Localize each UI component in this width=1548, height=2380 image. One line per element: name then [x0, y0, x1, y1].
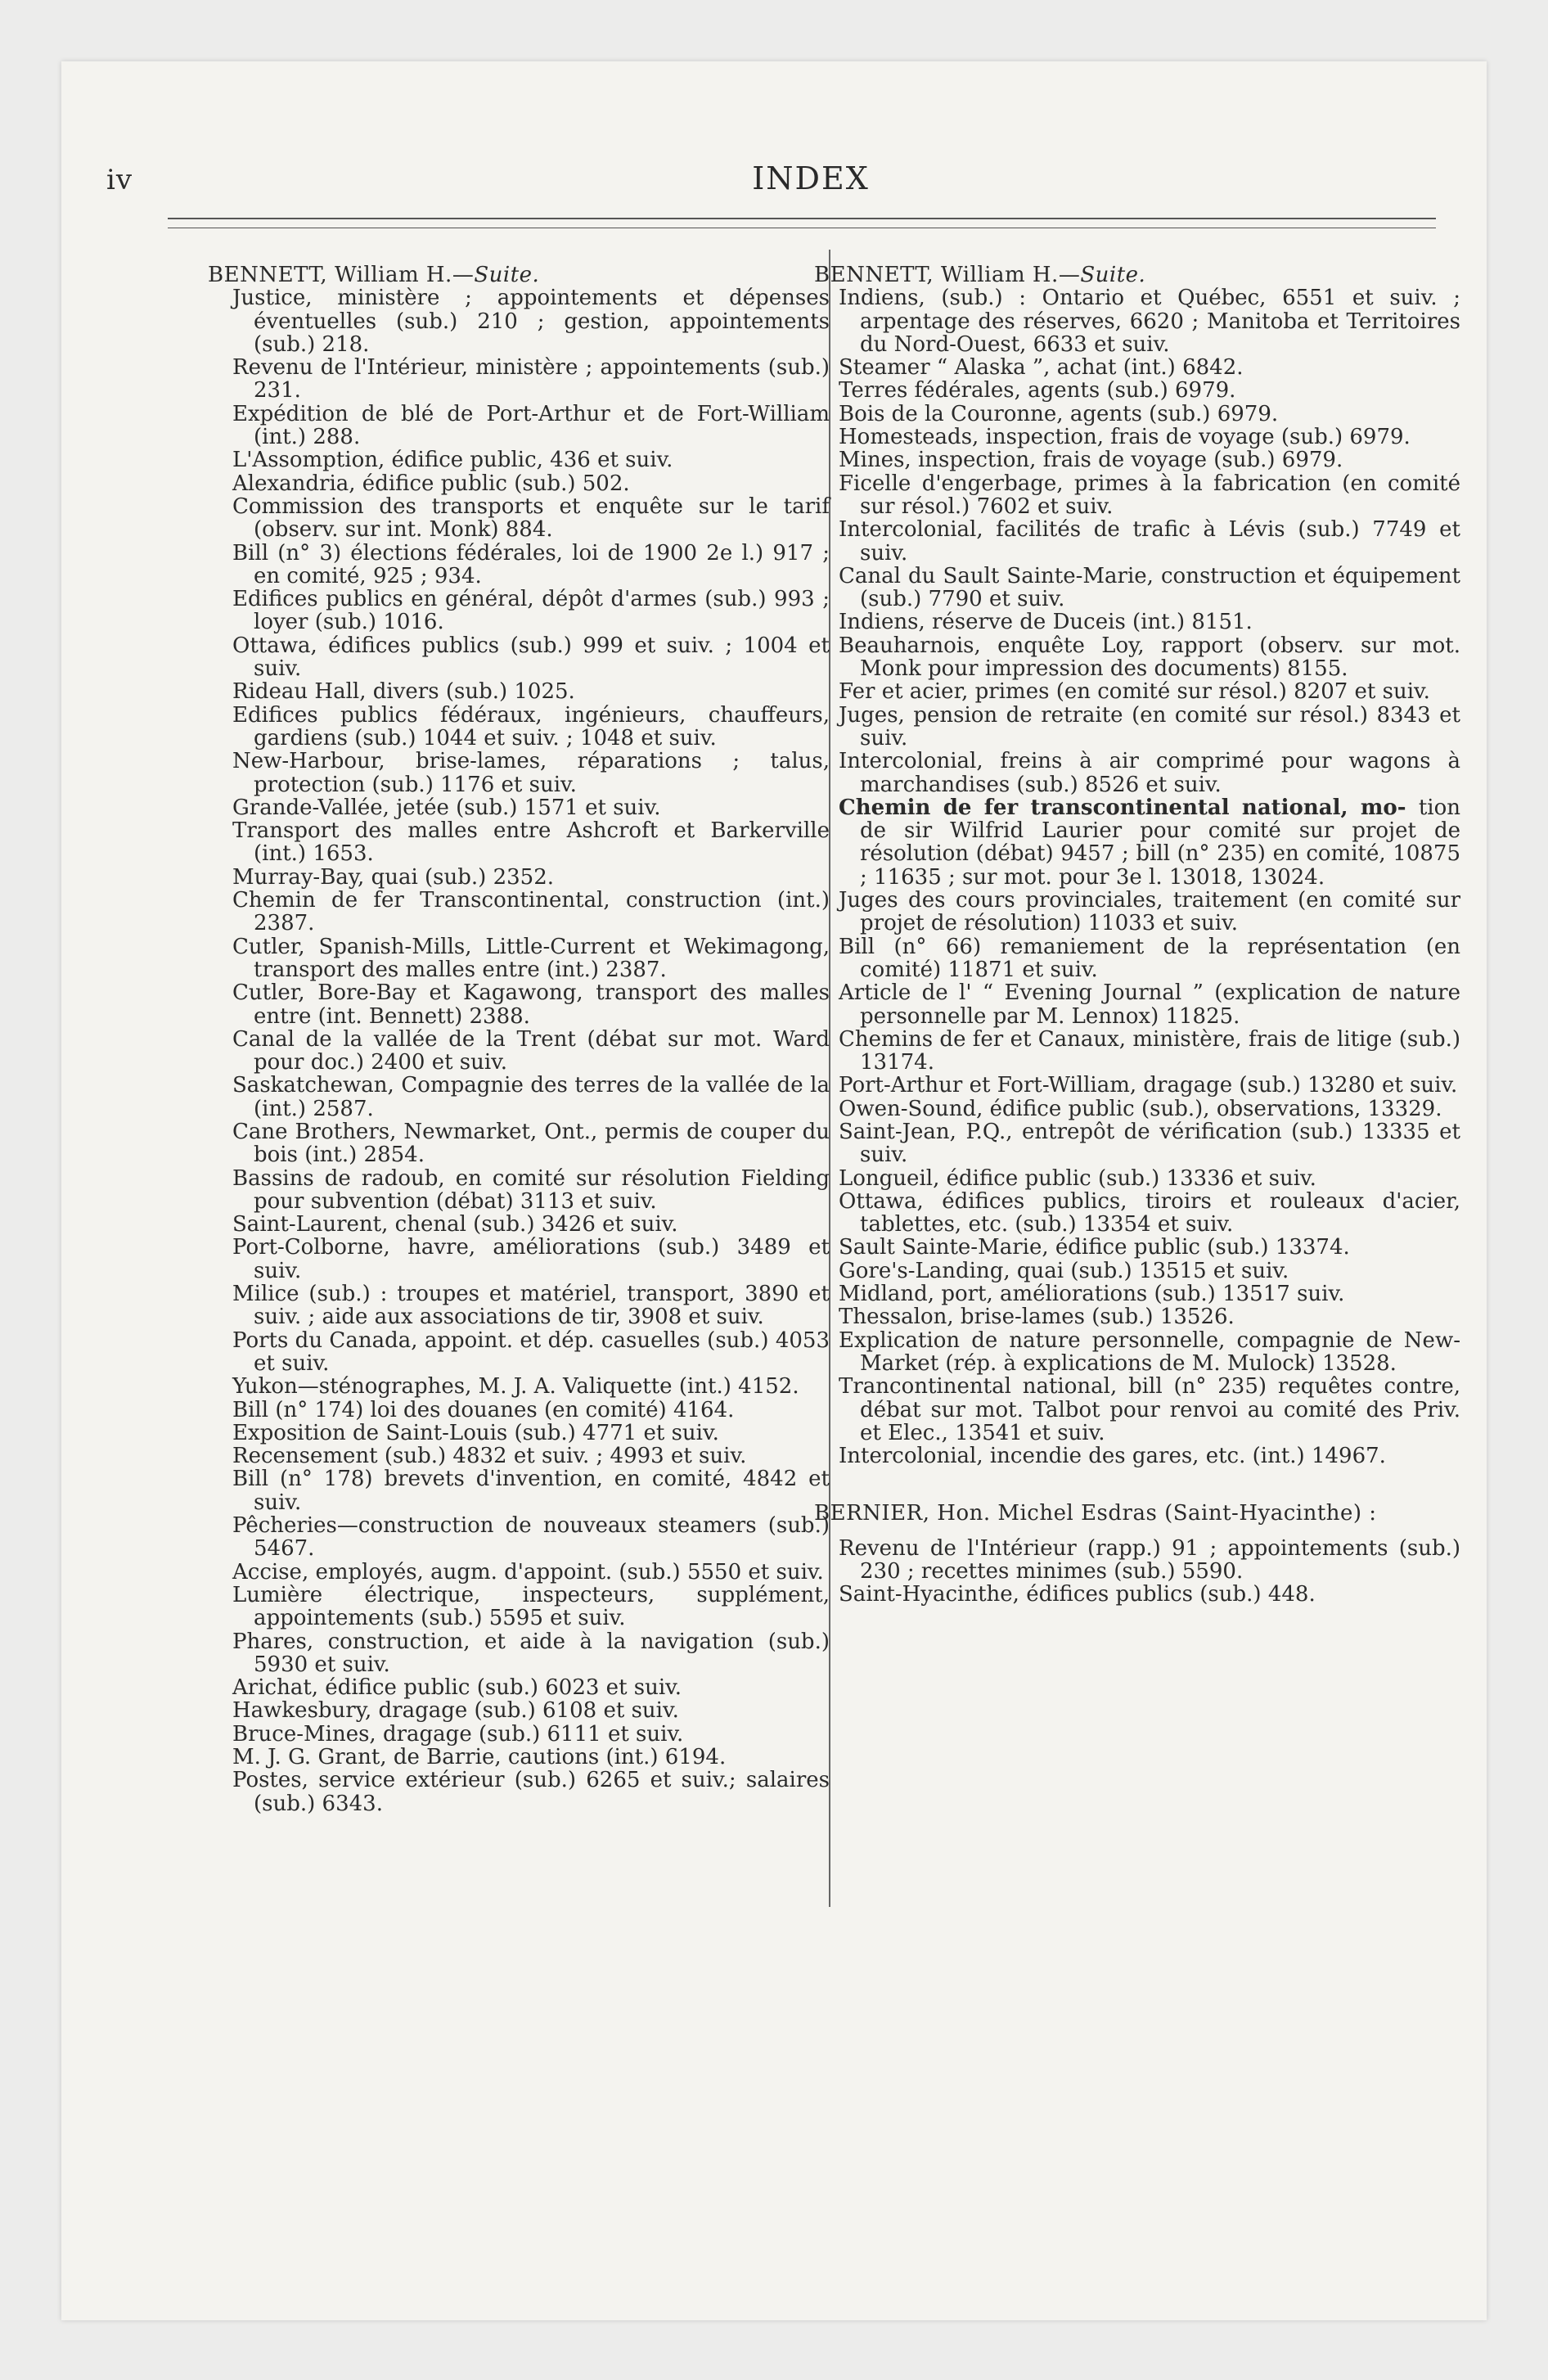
index-entry: Canal du Sault Sainte-Marie, construction et équipement (sub.) 7790 et suiv.: [839, 563, 1460, 612]
index-entry: Saskatchewan, Compagnie des terres de la vallée de la (int.) 2587.: [232, 1073, 830, 1121]
index-entry: Homesteads, inspection, frais de voyage (sub.) 6979.: [839, 425, 1411, 450]
index-entry: Midland, port, améliorations (sub.) 13517 suiv.: [839, 1282, 1345, 1307]
page-title: INDEX: [752, 160, 870, 196]
index-entry: Milice (sub.) : troupes et matériel, transport, 3890 et suiv. ; aide aux associations de tir, 3908 et suiv.: [232, 1282, 830, 1330]
index-entry: Chemin de fer Transcontinental, construction (int.) 2387.: [232, 888, 830, 936]
entry-heading: BENNETT, William H.—Suite.: [814, 263, 1146, 287]
index-entry: Bassins de radoub, en comité sur résolution Fielding pour subvention (débat) 3113 et suiv.: [232, 1165, 830, 1214]
index-entry: Expédition de blé de Port-Arthur et de Fort-William (int.) 288.: [232, 401, 830, 450]
index-entry: Bill (n° 66) remaniement de la représentation (en comité) 11871 et suiv.: [839, 934, 1460, 982]
index-entry: Phares, construction, et aide à la navigation (sub.) 5930 et suiv.: [232, 1629, 830, 1677]
index-entry: Rideau Hall, divers (sub.) 1025.: [232, 679, 575, 705]
index-entry: Fer et acier, primes (en comité sur résol.) 8207 et suiv.: [839, 679, 1430, 705]
index-entry: Indiens, réserve de Duceis (int.) 8151.: [839, 610, 1253, 635]
right-column: [814, 264, 1460, 1607]
entry-heading: BENNETT, William H.—Suite.: [208, 263, 540, 287]
index-entry: Commission des transports et enquête sur le tarif (observ. sur int. Monk) 884.: [232, 494, 830, 543]
page-number: iv: [106, 164, 133, 196]
index-entry: Justice, ministère ; appointements et dépenses éventuelles (sub.) 210 ; gestion, appointements (sub.) 218.: [232, 286, 830, 357]
index-entry: Revenu de l'Intérieur, ministère ; appointements (sub.) 231.: [232, 355, 830, 403]
index-entry: Trancontinental national, bill (n° 235) requêtes contre, débat sur mot. Talbot pour renvoi au comité des Priv. et Elec., 13541 et suiv.: [839, 1374, 1460, 1445]
index-entry: Ports du Canada, appoint. et dép. casuelles (sub.) 4053 et suiv.: [232, 1327, 830, 1376]
left-entry-list: [208, 286, 830, 1815]
index-entry-bold: Chemin de fer transcontinental national, mo- tion de sir Wilfrid Laurier pour comité sur projet de résolution (débat) 9457 ; bill (n° 235) en comité, 10875 ; 11635 ; sur mot. pour 3e l. 13018, 13024.: [839, 795, 1460, 890]
index-entry: Indiens, (sub.) : Ontario et Québec, 6551 et suiv. ; arpentage des réserves, 6620 ; Manitoba et Territoires du Nord-Ouest, 6633 et suiv.: [839, 286, 1460, 357]
index-entry: Pêcheries—construction de nouveaux steamers (sub.) 5467.: [232, 1513, 830, 1562]
index-entry: New-Harbour, brise-lames, réparations ; talus, protection (sub.) 1176 et suiv.: [232, 749, 830, 797]
index-entry: Bill (n° 3) élections fédérales, loi de 1900 2e l.) 917 ; en comité, 925 ; 934.: [232, 540, 830, 588]
index-entry: Terres fédérales, agents (sub.) 6979.: [839, 378, 1236, 403]
index-entry: Bruce-Mines, dragage (sub.) 6111 et suiv.: [232, 1721, 684, 1747]
index-entry: Ottawa, édifices publics (sub.) 999 et suiv. ; 1004 et suiv.: [232, 633, 830, 682]
index-entry: Ottawa, édifices publics, tiroirs et rouleaux d'acier, tablettes, etc. (sub.) 13354 et suiv.: [839, 1188, 1460, 1237]
index-entry: Arichat, édifice public (sub.) 6023 et suiv.: [232, 1675, 682, 1701]
index-entry: Article de l' “ Evening Journal ” (explication de nature personnelle par M. Lennox) 11825.: [839, 980, 1460, 1029]
index-entry: Thessalon, brise-lames (sub.) 13526.: [839, 1305, 1235, 1330]
index-entry: Intercolonial, incendie des gares, etc. (int.) 14967.: [839, 1444, 1386, 1469]
index-entry: Gore's-Landing, quai (sub.) 13515 et suiv.: [839, 1258, 1289, 1283]
index-entry: Saint-Laurent, chenal (sub.) 3426 et suiv.: [232, 1212, 678, 1237]
index-entry: M. J. G. Grant, de Barrie, cautions (int.) 6194.: [232, 1745, 727, 1769]
index-entry: Canal de la vallée de la Trent (débat sur mot. Ward pour doc.) 2400 et suiv.: [232, 1026, 830, 1075]
index-entry: Ficelle d'engerbage, primes à la fabrication (en comité sur résol.) 7602 et suiv.: [839, 471, 1460, 519]
index-entry: Intercolonial, facilités de trafic à Lévis (sub.) 7749 et suiv.: [839, 517, 1460, 566]
index-entry: Port-Colborne, havre, améliorations (sub.) 3489 et suiv.: [232, 1235, 830, 1283]
index-entry: Beauharnois, enquête Loy, rapport (observ. sur mot. Monk pour impression des documents) 8155.: [839, 633, 1460, 682]
index-entry: Recensement (sub.) 4832 et suiv. ; 4993 et suiv.: [232, 1444, 747, 1469]
index-entry: Juges des cours provinciales, traitement (en comité sur projet de résolution) 11033 et suiv.: [839, 888, 1460, 936]
index-entry: Steamer “ Alaska ”, achat (int.) 6842.: [839, 355, 1244, 381]
index-entry: Bill (n° 178) brevets d'invention, en comité, 4842 et suiv.: [232, 1467, 830, 1515]
index-entry: Hawkesbury, dragage (sub.) 6108 et suiv.: [232, 1698, 679, 1724]
index-entry: Cutler, Bore-Bay et Kagawong, transport des malles entre (int. Bennett) 2388.: [232, 980, 830, 1029]
index-entry: Saint-Jean, P.Q., entrepôt de vérification (sub.) 13335 et suiv.: [839, 1119, 1460, 1168]
index-entry: Bill (n° 174) loi des douanes (en comité) 4164.: [232, 1397, 735, 1422]
index-entry: Explication de nature personnelle, compagnie de New-Market (rép. à explications de M. Mulock) 13528.: [839, 1327, 1460, 1376]
index-entry: Edifices publics fédéraux, ingénieurs, chauffeurs, gardiens (sub.) 1044 et suiv. ; 1048 et suiv.: [232, 702, 830, 751]
entry-heading-bernier: BERNIER, Hon. Michel Esdras (Saint-Hyacinthe) :: [814, 1501, 1377, 1526]
right-entry-list: [814, 286, 1460, 796]
bernier-entry-list: [814, 1537, 1460, 1607]
index-entry: Mines, inspection, frais de voyage (sub.) 6979.: [839, 448, 1343, 473]
right-entry-list-continued: [814, 889, 1460, 1467]
index-entry: Port-Arthur et Fort-William, dragage (sub.) 13280 et suiv.: [839, 1073, 1458, 1098]
index-entry: Accise, employés, augm. d'appoint. (sub.) 5550 et suiv.: [232, 1559, 824, 1584]
index-entry: Cutler, Spanish-Mills, Little-Current et Wekimagong, transport des malles entre (int.) 2387.: [232, 934, 830, 982]
index-entry: Revenu de l'Intérieur (rapp.) 91 ; appointements (sub.) 230 ; recettes minimes (sub.) 5590.: [839, 1535, 1460, 1584]
index-entry: Yukon—sténographes, M. J. A. Valiquette (int.) 4152.: [232, 1374, 799, 1400]
left-column: [208, 264, 830, 1815]
index-entry: Juges, pension de retraite (en comité sur résol.) 8343 et suiv.: [839, 702, 1460, 751]
index-entry: Grande-Vallée, jetée (sub.) 1571 et suiv.: [232, 795, 661, 820]
index-entry: Postes, service extérieur (sub.) 6265 et suiv.; salaires (sub.) 6343.: [232, 1768, 830, 1816]
index-entry: Longueil, édifice public (sub.) 13336 et suiv.: [839, 1165, 1316, 1191]
index-entry: Bois de la Couronne, agents (sub.) 6979.: [839, 401, 1279, 426]
index-entry: Alexandria, édifice public (sub.) 502.: [232, 471, 630, 496]
index-entry: Owen-Sound, édifice public (sub.), observations, 13329.: [839, 1096, 1442, 1121]
index-entry: Intercolonial, freins à air comprimé pour wagons à marchandises (sub.) 8526 et suiv.: [839, 749, 1460, 797]
index-entry: Exposition de Saint-Louis (sub.) 4771 et suiv.: [232, 1420, 719, 1445]
index-entry: L'Assomption, édifice public, 436 et suiv.: [232, 448, 673, 473]
header-rule: [168, 218, 1436, 219]
index-entry: Murray-Bay, quai (sub.) 2352.: [232, 864, 555, 890]
index-entry: Transport des malles entre Ashcroft et Barkerville (int.) 1653.: [232, 818, 830, 867]
index-entry: Chemins de fer et Canaux, ministère, frais de litige (sub.) 13174.: [839, 1026, 1460, 1075]
index-entry: Sault Sainte-Marie, édifice public (sub.) 13374.: [839, 1235, 1350, 1260]
index-entry: Cane Brothers, Newmarket, Ont., permis de couper du bois (int.) 2854.: [232, 1119, 830, 1168]
index-entry: Saint-Hyacinthe, édifices publics (sub.) 448.: [839, 1582, 1316, 1607]
index-entry: Edifices publics en général, dépôt d'armes (sub.) 993 ; loyer (sub.) 1016.: [232, 587, 830, 635]
index-entry: Lumière électrique, inspecteurs, supplément, appointements (sub.) 5595 et suiv.: [232, 1582, 830, 1631]
